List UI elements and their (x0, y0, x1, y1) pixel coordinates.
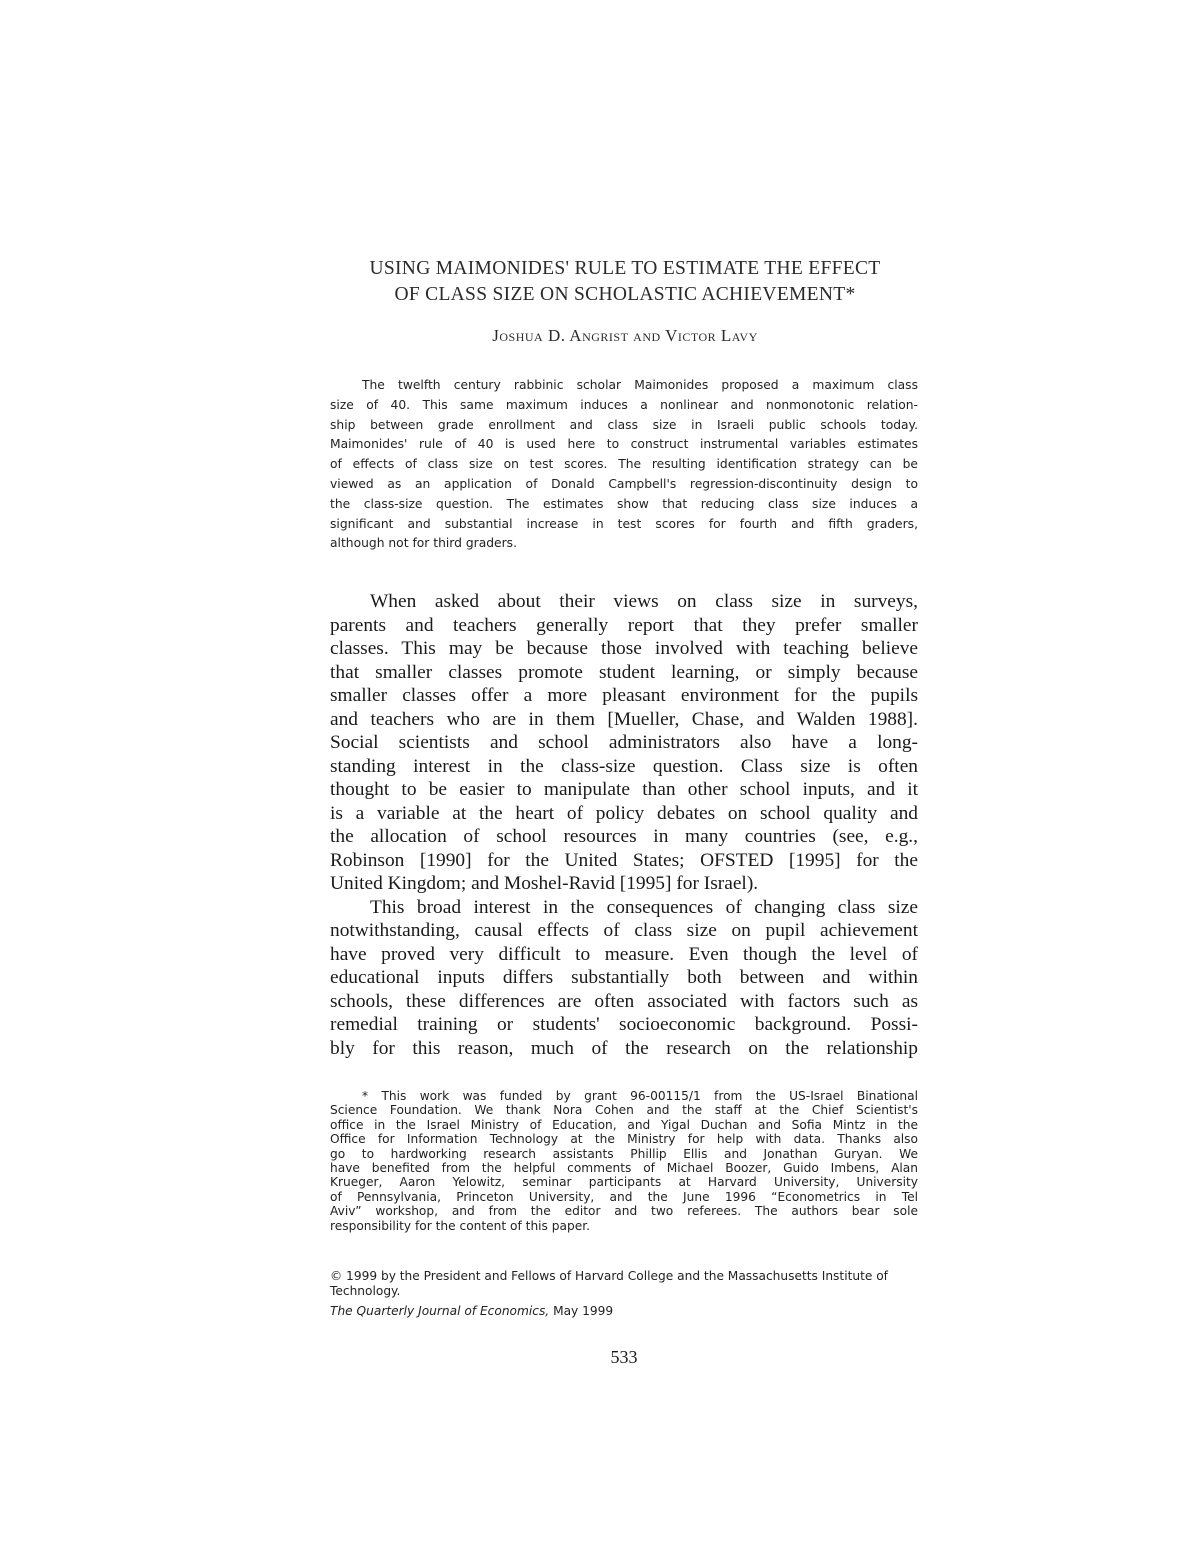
journal-date: May 1999 (553, 1304, 614, 1318)
body-line: have proved very difficult to measure. Even though the level of (330, 943, 918, 965)
body-line: Social scientists and school administrators also have a long- (330, 732, 918, 753)
body-line: schools, these differences are often associated with factors such as (330, 990, 918, 1012)
footnote-line: go to hardworking research assistants Phillip Ellis and Jonathan Guryan. We (330, 1146, 918, 1161)
footnote-line: Office for Information Technology at the Ministry for help with data. Thanks also (330, 1132, 918, 1147)
abstract-line: Maimonides' rule of 40 is used here to construct instrumental variables estimates (330, 437, 918, 452)
footnote-line: Science Foundation. We thank Nora Cohen and the staff at the Chief Scientist's (330, 1103, 918, 1118)
title-line-2: OF CLASS SIZE ON SCHOLASTIC ACHIEVEMENT* (394, 284, 856, 305)
footnote (330, 1089, 918, 1233)
authors: Joshua D. Angrist and Victor Lavy (492, 326, 758, 345)
body-line: educational inputs differs substantially both between and within (330, 967, 918, 988)
footnote-line: * This work was funded by grant 96-00115/1 from the US-Israel Binational (362, 1089, 918, 1103)
footnote-line: Krueger, Aaron Yelowitz, seminar participants at Harvard University, University (330, 1175, 918, 1190)
body-line: smaller classes offer a more pleasant environment for the pupils (330, 685, 918, 706)
body-line: classes. This may be because those involved with teaching believe (330, 638, 918, 659)
body-line: notwithstanding, causal effects of class size on pupil achievement (330, 920, 918, 941)
abstract (330, 376, 918, 554)
footnote-line: of Pennsylvania, Princeton University, and the June 1996 “Econometrics in Tel (330, 1189, 918, 1204)
footnote-line: responsibility for the content of this paper. (330, 1218, 590, 1233)
body-line: the allocation of school resources in many countries (see, e.g., (330, 826, 918, 847)
body-line: parents and teachers generally report that they prefer smaller (330, 614, 918, 636)
body-line: Robinson [1990] for the United States; OFSTED [1995] for the (330, 849, 918, 871)
abstract-line: viewed as an application of Donald Campbell's regression-discontinuity design to (330, 476, 918, 491)
body-line: When asked about their views on class size in surveys, (370, 591, 918, 612)
body-line: and teachers who are in them [Mueller, Chase, and Walden 1988]. (330, 708, 918, 730)
footnote-line: Aviv” workshop, and from the editor and two referees. The authors bear sole (330, 1204, 918, 1219)
body-line: This broad interest in the consequences of changing class size (370, 896, 918, 918)
copyright-line-2: Technology. (330, 1284, 401, 1298)
abstract-line: ship between grade enrollment and class size in Israeli public schools today. (330, 417, 918, 432)
abstract-line: of effects of class size on test scores. The resulting identification strategy can be (330, 457, 918, 472)
body-line: standing interest in the class-size question. Class size is often (330, 755, 918, 777)
abstract-line: size of 40. This same maximum induces a nonlinear and nonmonotonic relation- (330, 397, 918, 412)
abstract-line: The twelfth century rabbinic scholar Maimonides proposed a maximum class (362, 378, 918, 392)
body-line: remedial training or students' socioeconomic background. Possi- (330, 1014, 918, 1035)
page-number: 533 (610, 1347, 638, 1367)
copyright-line-1: © 1999 by the President and Fellows of Harvard College and the Massachusetts Institute of (330, 1269, 888, 1283)
paper-title (290, 256, 960, 308)
copyright-notice (330, 1269, 920, 1299)
journal-citation (330, 1304, 920, 1319)
abstract-line: the class-size question. The estimates show that reducing class size induces a (330, 496, 918, 511)
body-line: bly for this reason, much of the research on the relationship (330, 1037, 918, 1059)
footnote-line: office in the Israel Ministry of Education, and Yigal Duchan and Sofia Mintz in the (330, 1117, 918, 1132)
body-line: thought to be easier to manipulate than other school inputs, and it (330, 779, 918, 800)
body-text (330, 590, 918, 1060)
abstract-line: significant and substantial increase in test scores for fourth and fifth graders, (330, 516, 918, 531)
abstract-line: although not for third graders. (330, 536, 517, 551)
body-line: United Kingdom; and Moshel-Ravid [1995] for Israel). (330, 873, 759, 894)
journal-name: The Quarterly Journal of Economics, (330, 1304, 550, 1318)
body-line: that smaller classes promote student learning, or simply because (330, 661, 918, 683)
footnote-line: have benefited from the helpful comments of Michael Boozer, Guido Imbens, Alan (330, 1161, 918, 1176)
title-line-1: USING MAIMONIDES' RULE TO ESTIMATE THE EFFECT (369, 258, 881, 279)
body-line: is a variable at the heart of policy debates on school quality and (330, 802, 918, 824)
